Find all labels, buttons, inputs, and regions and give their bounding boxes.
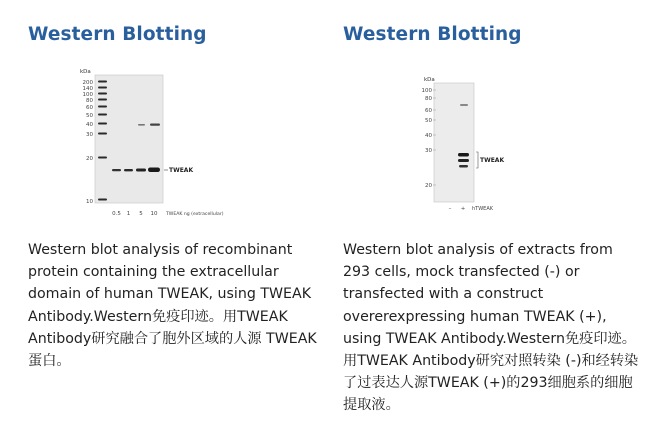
ladder-mark: 100 <box>82 92 93 98</box>
ladder-labels <box>422 88 433 189</box>
kda-label: kDa <box>424 77 435 83</box>
ladder-mark: 140 <box>82 86 93 92</box>
lane-label: 0.5 <box>112 211 121 217</box>
lane-axis-label: hTWEAK <box>472 206 494 212</box>
ladder-mark: 40 <box>425 133 432 139</box>
western-blot-image <box>80 64 270 220</box>
ladder-mark: 50 <box>425 118 432 124</box>
kda-label: kDa <box>80 69 91 75</box>
ladder-mark: 200 <box>82 80 93 86</box>
ladder-mark: 30 <box>86 132 93 138</box>
ladder-mark: 20 <box>86 156 93 162</box>
figure-caption: Western blot analysis of extracts from 293 cells, mock transfected (-) or transfected with a construct overerexpressing human TWEAK (+), using TWEAK Antibody.Western免疫印迹。用TWEAK Antibody研究对照转染 (-)和经转染了过表达人源TWEAK (+)的293细胞系的细胞提取液。 <box>343 242 639 414</box>
ladder-mark: 100 <box>421 88 432 94</box>
ladder-mark: 30 <box>425 148 432 154</box>
western-blot-image <box>420 72 540 214</box>
lane-axis-label: TWEAK ng (extracellular) <box>166 212 224 217</box>
ladder-mark: 20 <box>425 183 432 189</box>
ladder-mark: 80 <box>425 96 432 102</box>
blot-membrane <box>434 83 474 202</box>
band-label: TWEAK <box>169 167 194 174</box>
panel-heading: Western Blotting <box>343 24 522 45</box>
lane-label: 5 <box>139 211 143 217</box>
band-bracket <box>476 152 478 168</box>
western-blot-figure <box>80 64 270 224</box>
ladder-mark: 10 <box>86 199 93 205</box>
ladder-mark: 60 <box>86 105 93 111</box>
ladder-labels <box>83 80 94 205</box>
figure-caption: Western blot analysis of recombinant protein containing the extracellular domain of human TWEAK, using TWEAK Antibody.Western免疫印迹。用TWEAK Antibody研究融合了胞外区域的人源 TWEAK蛋白。 <box>28 242 317 370</box>
ladder-mark: 60 <box>425 108 432 114</box>
lane-labels <box>449 206 466 212</box>
western-blot-figure <box>420 72 540 218</box>
lane-label: 1 <box>126 211 131 217</box>
panel-heading: Western Blotting <box>28 24 207 45</box>
ladder-mark: 80 <box>86 98 93 104</box>
lane-label: + <box>460 206 466 212</box>
lane-label: 10 <box>150 211 158 217</box>
ladder-mark: 50 <box>86 113 93 119</box>
lane-label: – <box>448 206 452 212</box>
lane-labels <box>112 211 158 217</box>
band-label: TWEAK <box>480 157 505 164</box>
ladder-mark: 40 <box>86 122 93 128</box>
